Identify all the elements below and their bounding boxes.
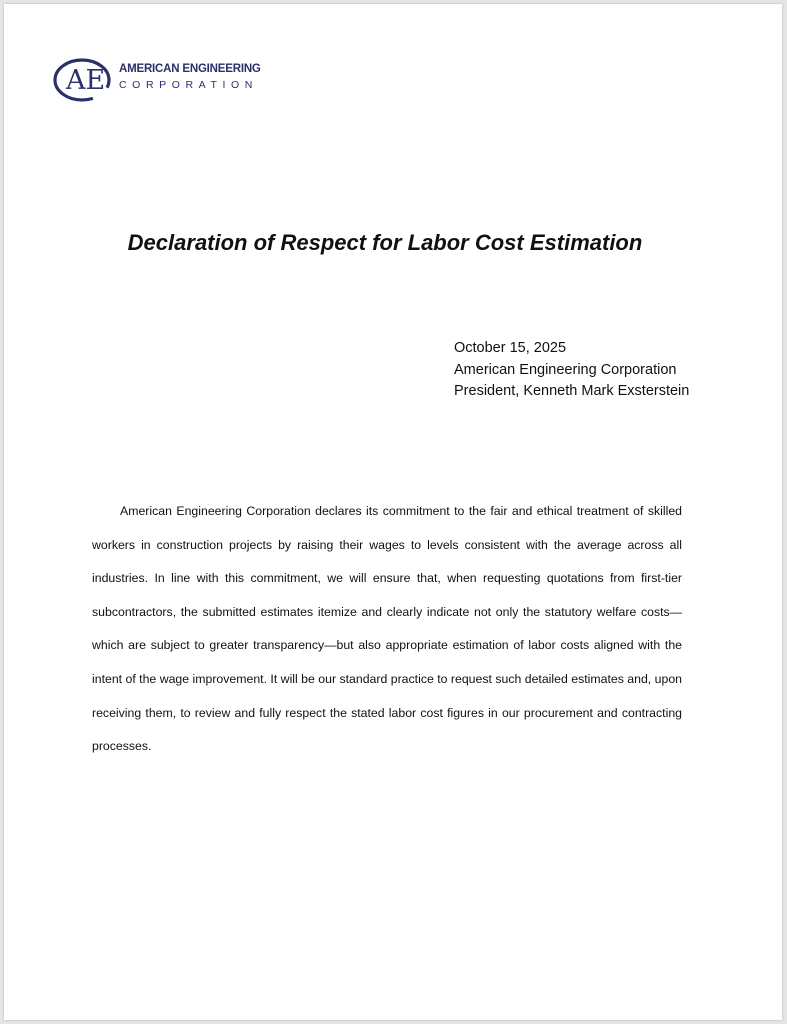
declaration-body: American Engineering Corporation declares its commitment to the fair and ethical treatment of skilled workers in construction projects by raising their wages to levels consistent with the average across all industries. In line with this commitment, we will ensure that, when requesting quotations from first-tier subcontractors, the submitted estimates itemize and clearly indicate not only the statutory welfare costs—which are subject to greater transparency—but also appropriate estimation of labor costs aligned with the intent of the wage improvement. It will be our standard practice to request such detailed estimates and, upon receiving them, to review and fully respect the stated labor cost figures in our procurement and contracting processes. [92,504,682,754]
signature-block [454,338,689,403]
logo-name-line1: AMERICAN ENGINEERING [119,63,261,75]
company-name: American Engineering Corporation [454,361,677,378]
logo-mark-text: AE [66,65,106,96]
logo-name-line2: CORPORATION [119,79,258,91]
document-title: Declaration of Respect for Labor Cost Estimation [127,230,643,255]
document-date: October 15, 2025 [454,340,567,356]
company-logo [52,56,282,106]
signatory: President, Kenneth Mark Exsterstein [454,383,690,399]
ae-logo-mark-icon [52,56,122,106]
document-page [4,4,782,1020]
